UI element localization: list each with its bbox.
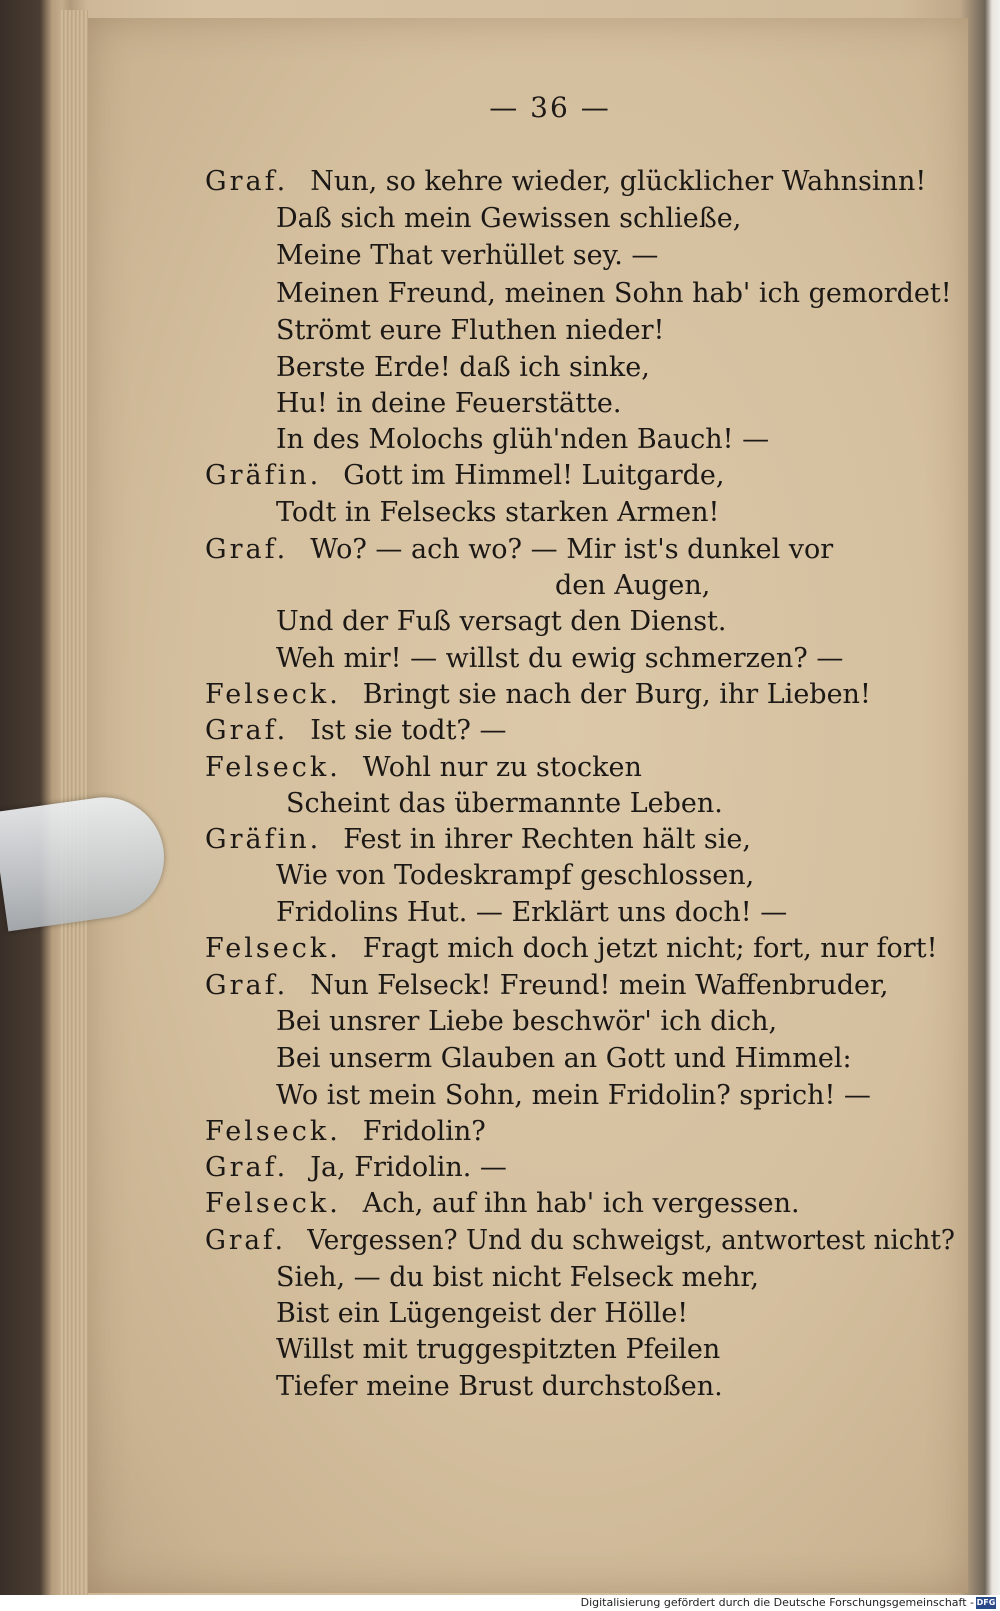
line-text: Ja, Fridolin. — xyxy=(310,1152,507,1183)
verse-line xyxy=(276,862,754,889)
verse-line xyxy=(276,426,769,453)
verse-line xyxy=(205,717,507,744)
line-text: Wo ist mein Sohn, mein Fridolin? sprich! — xyxy=(276,1080,871,1111)
verse-line xyxy=(276,499,719,526)
speaker-name: Gräfin. xyxy=(205,460,322,491)
verse-line xyxy=(276,1300,688,1327)
line-text: Scheint das übermannte Leben. xyxy=(286,788,723,819)
speaker-name: Graf. xyxy=(205,970,289,1001)
line-text: Bist ein Lügengeist der Hölle! xyxy=(276,1298,689,1329)
line-text: Daß sich mein Gewissen schließe, xyxy=(276,203,742,234)
verse-line xyxy=(205,1190,800,1217)
verse-line xyxy=(276,242,658,269)
verse-line xyxy=(205,681,871,708)
verse-line xyxy=(276,205,741,232)
line-text: Wohl nur zu stocken xyxy=(362,752,642,783)
verse-line xyxy=(205,1154,507,1181)
verse-line xyxy=(276,645,843,672)
verse-line xyxy=(276,354,650,381)
line-text: Berste Erde! daß ich sinke, xyxy=(276,352,650,383)
footer-credit: Digitalisierung gefördert durch die Deutsche Forschungsgemeinschaft - xyxy=(580,1596,974,1609)
verse-line xyxy=(205,935,937,962)
line-text: Und der Fuß versagt den Dienst. xyxy=(276,606,727,637)
line-text: Todt in Felsecks starken Armen! xyxy=(276,497,720,528)
verse-line xyxy=(286,790,723,817)
speaker-name: Gräfin. xyxy=(205,824,322,855)
line-text: Ach, auf ihn hab' ich vergessen. xyxy=(362,1188,800,1219)
line-text: Tiefer meine Brust durchstoßen. xyxy=(276,1371,723,1402)
verse-line xyxy=(276,1045,852,1072)
line-text: Bei unsrer Liebe beschwör' ich dich, xyxy=(276,1006,778,1037)
verse-line xyxy=(276,1082,871,1109)
line-text: Nun Felseck! Freund! mein Waffenbruder, xyxy=(310,970,889,1001)
line-text: Fridolin? xyxy=(362,1116,486,1147)
line-text: Bringt sie nach der Burg, ihr Lieben! xyxy=(362,679,871,710)
line-text: Bei unserm Glauben an Gott und Himmel: xyxy=(276,1043,852,1074)
line-text: Fest in ihrer Rechten hält sie, xyxy=(343,824,751,855)
speaker-name: Felseck. xyxy=(205,933,341,964)
verse-line xyxy=(205,536,833,563)
line-text: In des Molochs glüh'nden Bauch! — xyxy=(276,424,770,455)
line-text: Nun, so kehre wieder, glücklicher Wahnsinn! xyxy=(310,166,927,197)
line-text: Ist sie todt? — xyxy=(310,715,507,746)
speaker-name: Graf. xyxy=(205,166,289,197)
verse-line xyxy=(276,899,787,926)
line-text: Weh mir! — willst du ewig schmerzen? — xyxy=(276,643,844,674)
line-text: Strömt eure Fluthen nieder! xyxy=(276,315,665,346)
line-text: Sieh, — du bist nicht Felseck mehr, xyxy=(276,1262,759,1293)
line-text: Gott im Himmel! Luitgarde, xyxy=(343,460,725,491)
page-number: — 36 — xyxy=(489,91,611,124)
verse-line xyxy=(276,1264,759,1291)
verse-line xyxy=(205,1227,955,1254)
line-text: den Augen, xyxy=(555,570,711,601)
verse-line xyxy=(276,390,621,417)
dfg-logo: DFG xyxy=(976,1598,996,1607)
verse-line xyxy=(276,1008,777,1035)
verse-line xyxy=(205,1118,486,1145)
speaker-name: Felseck. xyxy=(205,679,341,710)
speaker-name: Felseck. xyxy=(205,1188,341,1219)
verse-line xyxy=(205,826,751,853)
line-text: Meine That verhüllet sey. — xyxy=(276,240,659,271)
speaker-name: Felseck. xyxy=(205,1116,341,1147)
line-text: Wie von Todeskrampf geschlossen, xyxy=(276,860,755,891)
speaker-name: Graf. xyxy=(205,534,289,565)
speaker-name: Graf. xyxy=(205,1152,289,1183)
line-text: Wo? — ach wo? — Mir ist's dunkel vor xyxy=(310,534,834,565)
verse-line xyxy=(276,280,952,307)
line-text: Vergessen? Und du schweigst, antwortest nicht? xyxy=(307,1225,955,1256)
line-text: Hu! in deine Feuerstätte. xyxy=(276,388,622,419)
line-text: Willst mit truggespitzten Pfeilen xyxy=(276,1334,721,1365)
verse-line xyxy=(205,754,642,781)
verse-line xyxy=(205,462,724,489)
verse-line xyxy=(555,572,710,599)
verse-line xyxy=(205,972,889,999)
line-text: Fragt mich doch jetzt nicht; fort, nur fort! xyxy=(362,933,938,964)
line-text: Meinen Freund, meinen Sohn hab' ich gemordet! xyxy=(276,278,952,309)
line-text: Fridolins Hut. — Erklärt uns doch! — xyxy=(276,897,788,928)
verse-line xyxy=(205,168,926,195)
speaker-name: Felseck. xyxy=(205,752,341,783)
verse-line xyxy=(276,317,664,344)
speaker-name: Graf. xyxy=(205,1225,286,1256)
verse-line xyxy=(276,1336,720,1363)
verse-line xyxy=(276,608,726,635)
speaker-name: Graf. xyxy=(205,715,289,746)
verse-line xyxy=(276,1373,723,1400)
